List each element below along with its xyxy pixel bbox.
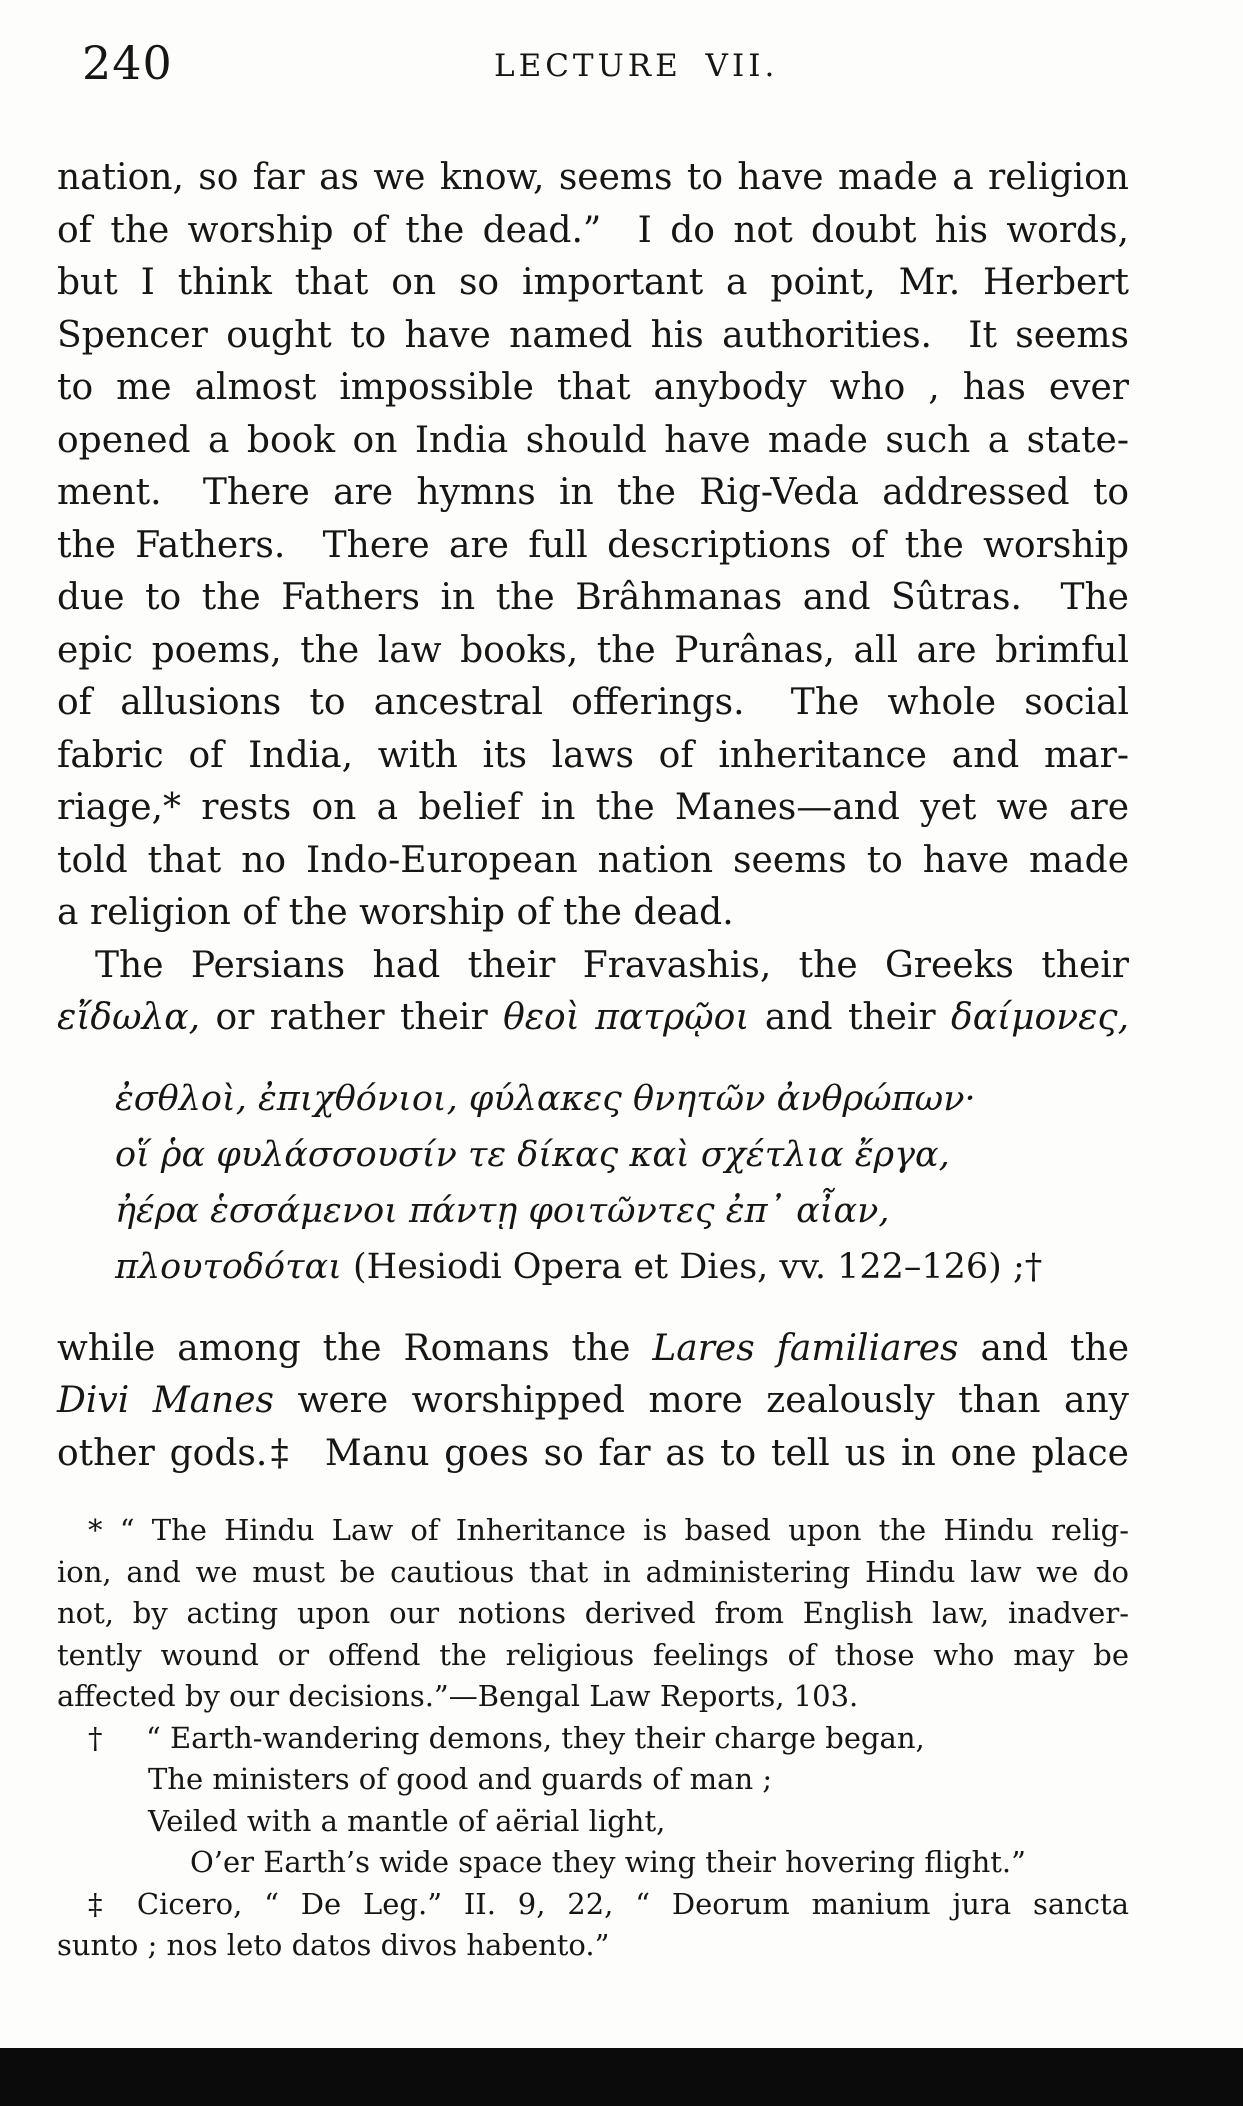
text-line <box>57 940 1129 993</box>
scan-artifact-bottom-bar <box>0 2048 1243 2106</box>
footnotes-section <box>57 1510 1129 1967</box>
text-segment-greek: δαίμονες, <box>951 997 1130 1038</box>
page-number: 240 <box>82 36 173 90</box>
text-line <box>115 1071 1129 1127</box>
text-segment: * “ The Hindu Law of Inheritance is based upon the Hindu relig- <box>88 1513 1129 1547</box>
running-header: LECTURE VII. <box>494 48 779 84</box>
text-segment: affected by our decisions.”—Bengal Law Reports, 103. <box>57 1679 859 1713</box>
footnote-asterisk <box>57 1510 1129 1718</box>
text-segment: and their <box>749 997 952 1038</box>
text-segment: to me almost impossible that anybody who , has ever <box>57 367 1129 408</box>
text-segment: or rather their <box>200 997 504 1038</box>
text-segment-greek: ἠέρα ἑσσάμενοι πάντῃ φοιτῶντες ἐπ᾽ αἶαν, <box>115 1190 890 1231</box>
text-line <box>115 1239 1129 1295</box>
text-line <box>57 1375 1129 1428</box>
text-segment: ion, and we must be cautious that in administering Hindu law we do <box>57 1554 1129 1589</box>
text-line <box>115 1183 1129 1239</box>
text-line <box>57 1552 1129 1594</box>
text-segment-greek: θεοὶ πατρῷοι <box>503 997 750 1038</box>
text-column <box>57 152 1129 1967</box>
text-line <box>57 835 1129 888</box>
text-segment-greek: πλουτοδόται <box>115 1246 353 1287</box>
text-line <box>57 1759 1129 1801</box>
text-line <box>57 257 1129 310</box>
text-line <box>57 520 1129 573</box>
text-line <box>57 677 1129 730</box>
text-line <box>57 1925 1129 1967</box>
text-segment: Veiled with a mantle of aërial light, <box>148 1803 666 1838</box>
text-segment: sunto ; nos leto datos divos habento.” <box>57 1928 610 1962</box>
text-line <box>57 310 1129 363</box>
text-line <box>57 152 1129 205</box>
text-segment: were worshipped more zealously than any <box>274 1380 1129 1421</box>
text-line <box>57 992 1129 1045</box>
text-segment: † “ Earth-wandering demons, they their charge began, <box>88 1720 925 1755</box>
text-segment-i: Lares familiares <box>652 1327 959 1369</box>
text-line <box>57 1676 1129 1718</box>
text-line <box>115 1127 1129 1183</box>
text-line <box>57 467 1129 520</box>
text-segment-greek: οἵ ῥα φυλάσσουσίν τε δίκας καὶ σχέτλια ἔργα, <box>115 1134 950 1175</box>
text-segment: told that no Indo-European nation seems to have made <box>57 839 1129 881</box>
text-segment: opened a book on India should have made such a state- <box>57 419 1129 461</box>
text-line <box>57 415 1129 468</box>
text-line <box>57 887 1129 940</box>
text-line <box>57 1428 1129 1481</box>
text-line <box>57 572 1129 625</box>
text-segment-i: Divi Manes <box>57 1380 275 1421</box>
text-line <box>57 730 1129 783</box>
text-segment: ‡ Cicero, “ De Leg.” II. 9, 22, “ Deorum manium jura sancta <box>88 1886 1129 1921</box>
text-line <box>57 1801 1129 1843</box>
text-segment: the Fathers. There are full descriptions of the worship <box>57 524 1129 566</box>
body-paragraph-2 <box>57 940 1129 1045</box>
text-segment: O’er Earth’s wide space they wing their hovering flight.” <box>190 1845 1026 1879</box>
footnote-double-dagger <box>57 1884 1129 1967</box>
text-segment: while among the Romans the <box>57 1327 653 1369</box>
text-line <box>57 1593 1129 1635</box>
text-segment: of the worship of the dead.” I do not doubt his words, <box>57 209 1129 251</box>
text-line <box>57 1635 1129 1677</box>
text-segment: ment. There are hymns in the Rig-Veda addressed to <box>57 472 1129 513</box>
text-line <box>57 1842 1129 1884</box>
text-segment: riage,* rests on a belief in the Manes—and yet we are <box>57 787 1129 828</box>
text-segment: fabric of India, with its laws of inheritance and mar- <box>57 734 1129 776</box>
text-segment: The Persians had their Fravashis, the Greeks their <box>95 944 1129 986</box>
text-line <box>57 362 1129 415</box>
text-line <box>57 782 1129 835</box>
text-segment: nation, so far as we know, seems to have made a religion <box>57 157 1129 198</box>
text-line <box>57 1884 1129 1926</box>
footnote-dagger <box>57 1718 1129 1884</box>
text-segment: and the <box>958 1327 1129 1369</box>
text-segment: of allusions to ancestral offerings. The whole social <box>57 682 1129 723</box>
text-line <box>57 1718 1129 1760</box>
text-segment-greek: εἴδωλα, <box>57 997 201 1038</box>
text-segment: other gods.‡ Manu goes so far as to tell us in one place <box>57 1432 1129 1474</box>
text-segment-greek: ἐσθλοὶ, ἐπιχθόνιοι, φύλακες θνητῶν ἀνθρώπων· <box>115 1078 976 1119</box>
text-line <box>57 205 1129 258</box>
greek-verse-quote <box>115 1071 1129 1295</box>
text-segment: Spencer ought to have named his authorities. It seems <box>57 314 1129 356</box>
text-segment: a religion of the worship of the dead. <box>57 892 734 933</box>
text-segment: not, by acting upon our notions derived from English law, inadver- <box>57 1596 1129 1630</box>
text-segment: The ministers of good and guards of man ; <box>148 1762 773 1796</box>
text-segment: but I think that on so important a point, Mr. Herbert <box>57 262 1129 303</box>
text-line <box>57 1323 1129 1376</box>
text-segment: epic poems, the law books, the Purânas, all are brimful <box>57 629 1129 671</box>
text-segment: tently wound or offend the religious feelings of those who may be <box>57 1637 1129 1672</box>
text-line <box>57 1510 1129 1552</box>
body-paragraph-1 <box>57 152 1129 940</box>
text-segment: (Hesiodi Opera et Dies, vv. 122–126) ;† <box>352 1246 1043 1287</box>
text-segment: due to the Fathers in the Brâhmanas and Sûtras. The <box>57 577 1129 618</box>
body-paragraph-3 <box>57 1323 1129 1481</box>
text-line <box>57 625 1129 678</box>
